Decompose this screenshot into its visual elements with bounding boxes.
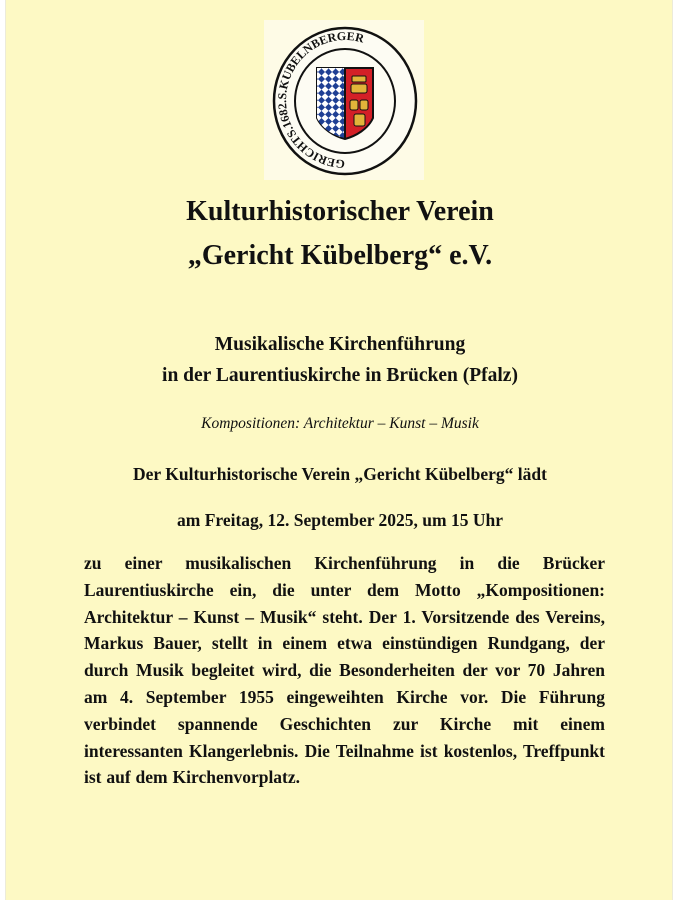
club-name-line2: „Gericht Kübelberg“ e.V.: [187, 240, 493, 271]
coat-of-arms-seal-logo: [272, 26, 418, 176]
flyer-page: [5, 0, 673, 900]
seal-area: [264, 20, 424, 180]
event-heading-line1: Musikalische Kirchenführung: [214, 334, 466, 355]
event-description: zu einer musikalischen Kirchenführung in die Brücker Laurentiuskirche ein, die unter dem Motto „Kompositionen: Architektur – Kunst – Musik“ steht. Der 1. Vorsitzende des Vereins, Markus Bauer, stellt in einem etwa einstündigen Rundgang, der durch Musik begleitet wird, die Besonderheiten der vor 70 Jahren am 4. September 1955 eingeweihten Kirche vor. Die Führung verbindet spannende Geschichten zur Kirche mit einem interessanten Klangerlebnis. Die Teilnahme ist kostenlos, Treffpunkt ist auf dem Kirchenvorplatz.: [84, 553, 605, 788]
svg-text:GERICHTS.1682.S.KUBELNBERGER: GERICHTS.1682.S.KUBELNBERGER: [274, 28, 366, 172]
club-name-line1: Kulturhistorischer Verein: [186, 196, 494, 227]
event-date: am Freitag, 12. September 2025, um 15 Uhr: [177, 510, 503, 530]
invite-line: Der Kulturhistorische Verein „Gericht Kübelberg“ lädt: [133, 464, 547, 484]
event-motto: Kompositionen: Architektur – Kunst – Musik: [201, 415, 479, 432]
event-heading-line2: in der Laurentiuskirche in Brücken (Pfalz): [162, 365, 518, 386]
